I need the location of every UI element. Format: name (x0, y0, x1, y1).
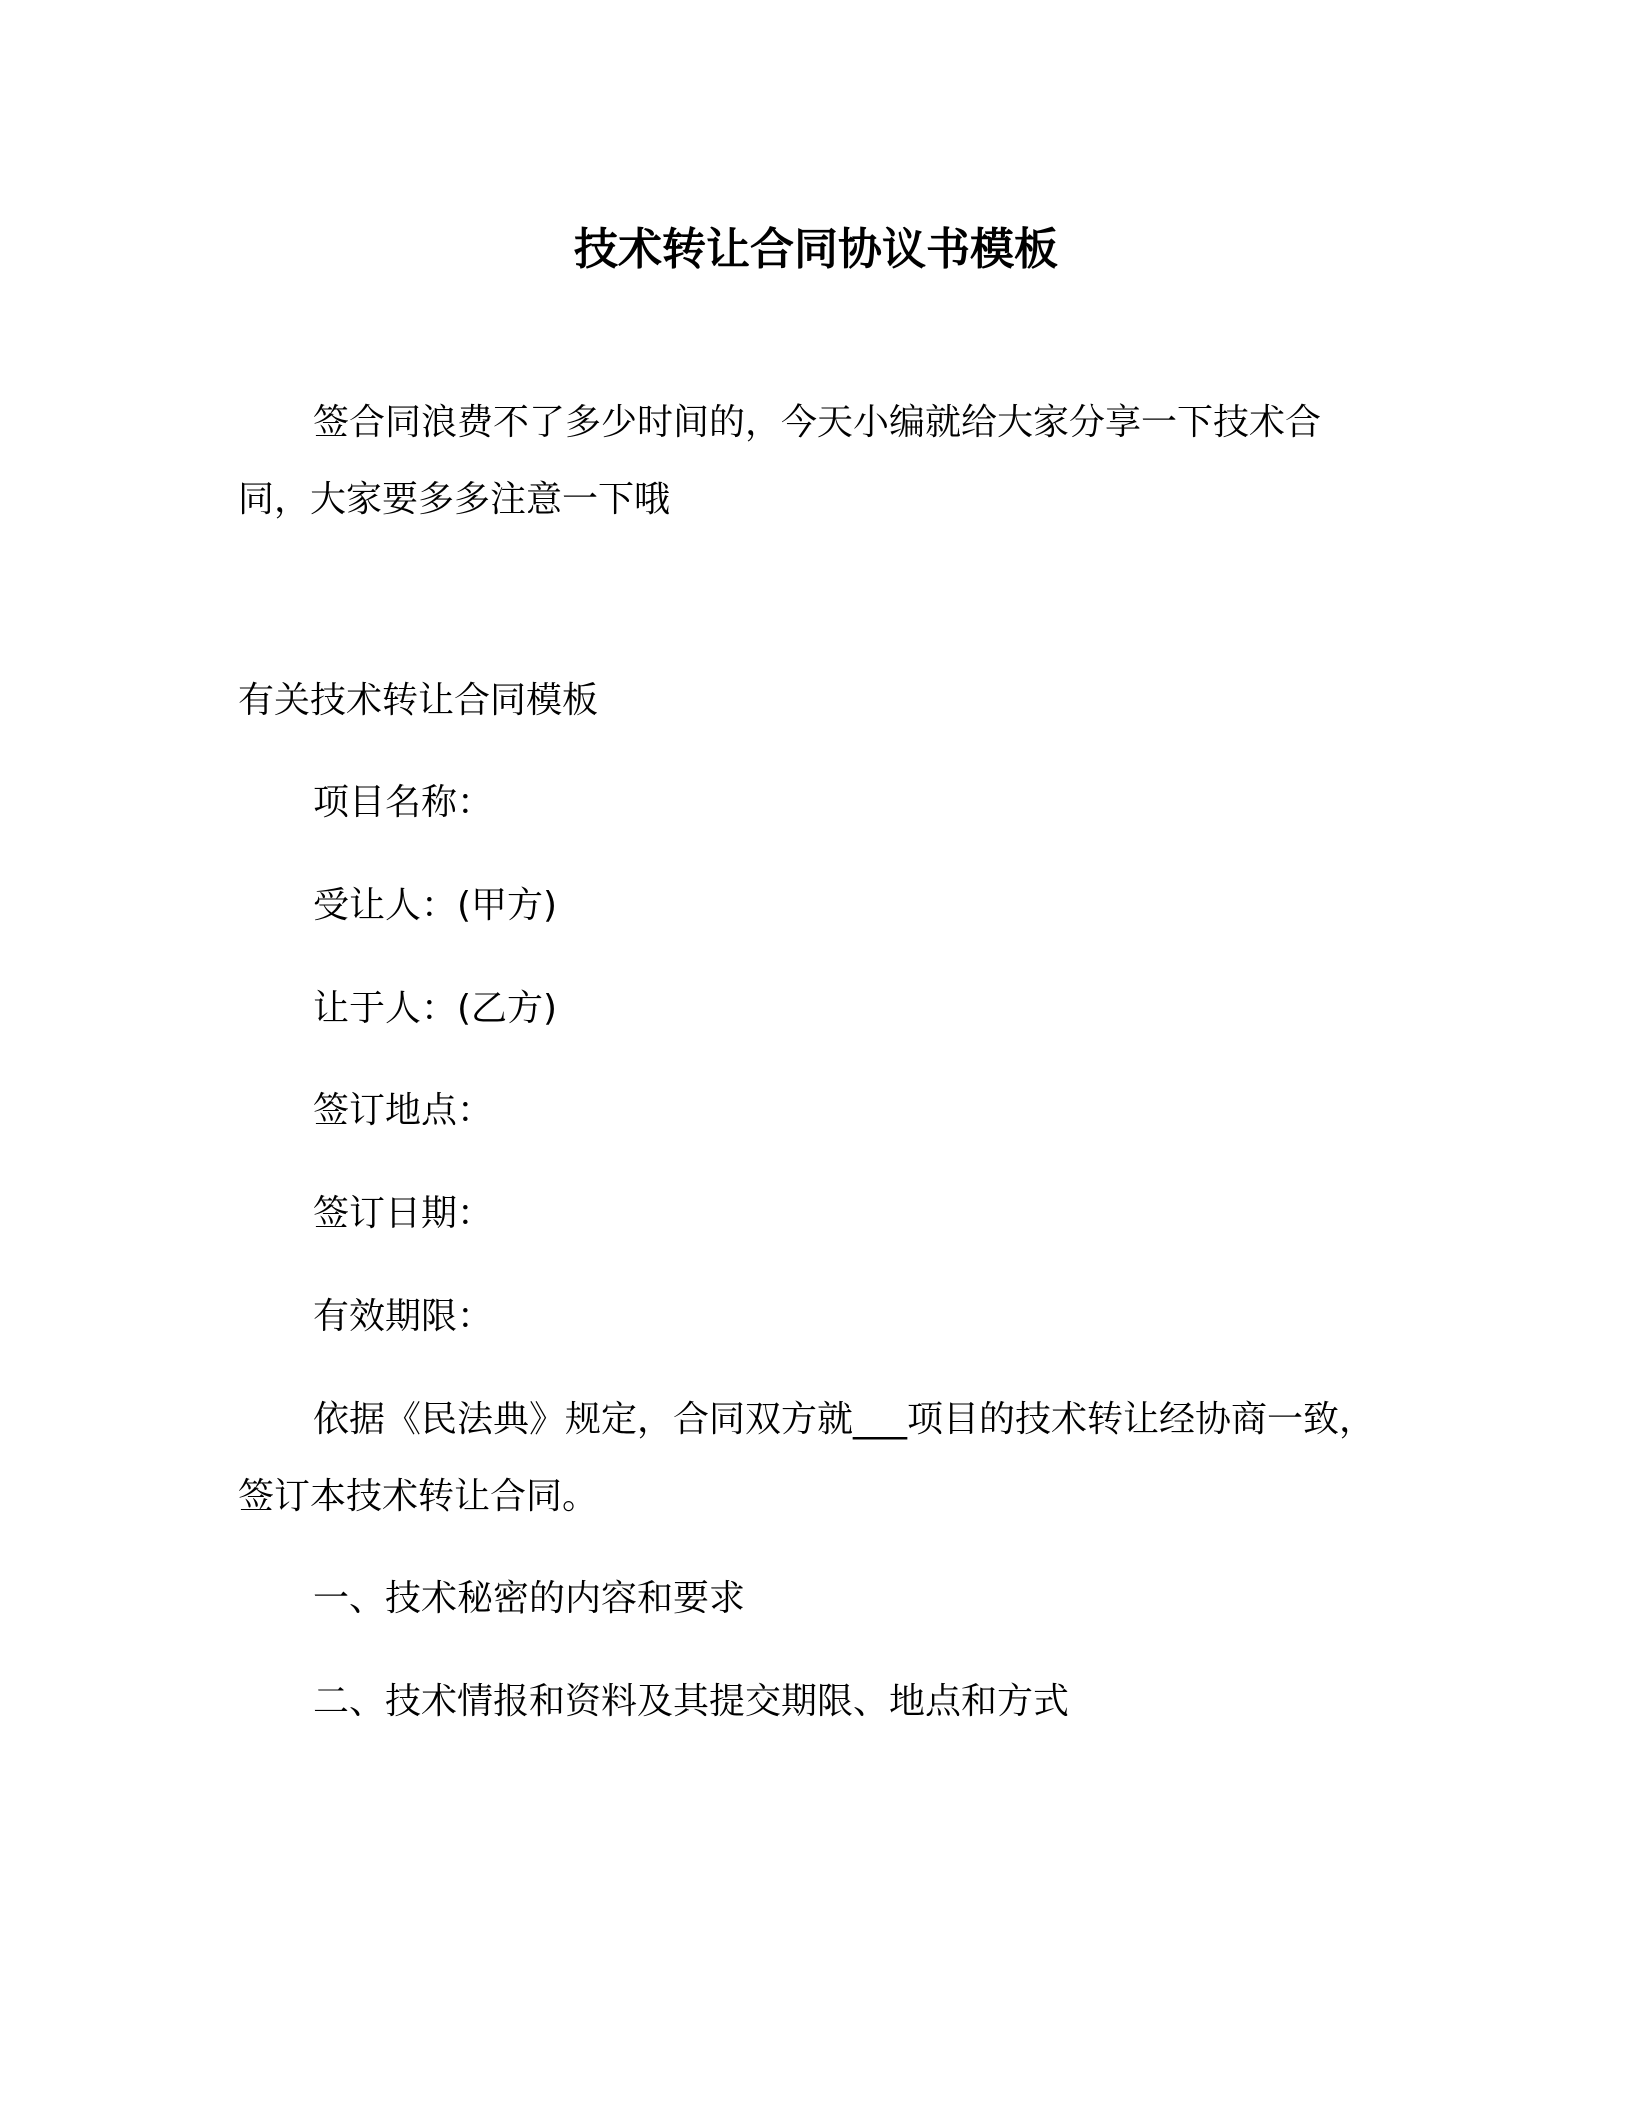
field-transferee: 受让人：(甲方) (313, 885, 558, 926)
basis-line-1: 依据《民法典》规定，合同双方就___项目的技术转让经协商一致， (313, 1399, 1376, 1440)
field-signing-place: 签订地点： (313, 1090, 494, 1131)
field-transferor: 让于人：(乙方) (313, 988, 558, 1029)
field-signing-date: 签订日期： (313, 1193, 494, 1234)
section-heading: 有关技术转让合同模板 (238, 680, 599, 721)
intro-line-2: 同，大家要多多注意一下哦 (238, 479, 671, 520)
field-project-name: 项目名称： (313, 782, 494, 823)
clause-2: 二、技术情报和资料及其提交期限、地点和方式 (313, 1681, 1070, 1722)
document-title: 技术转让合同协议书模板 (574, 224, 1058, 275)
basis-line-2: 签订本技术转让合同。 (238, 1476, 599, 1517)
clause-1: 一、技术秘密的内容和要求 (313, 1578, 746, 1619)
intro-line-1: 签合同浪费不了多少时间的，今天小编就给大家分享一下技术合 (313, 402, 1322, 443)
field-validity-period: 有效期限： (313, 1296, 494, 1337)
